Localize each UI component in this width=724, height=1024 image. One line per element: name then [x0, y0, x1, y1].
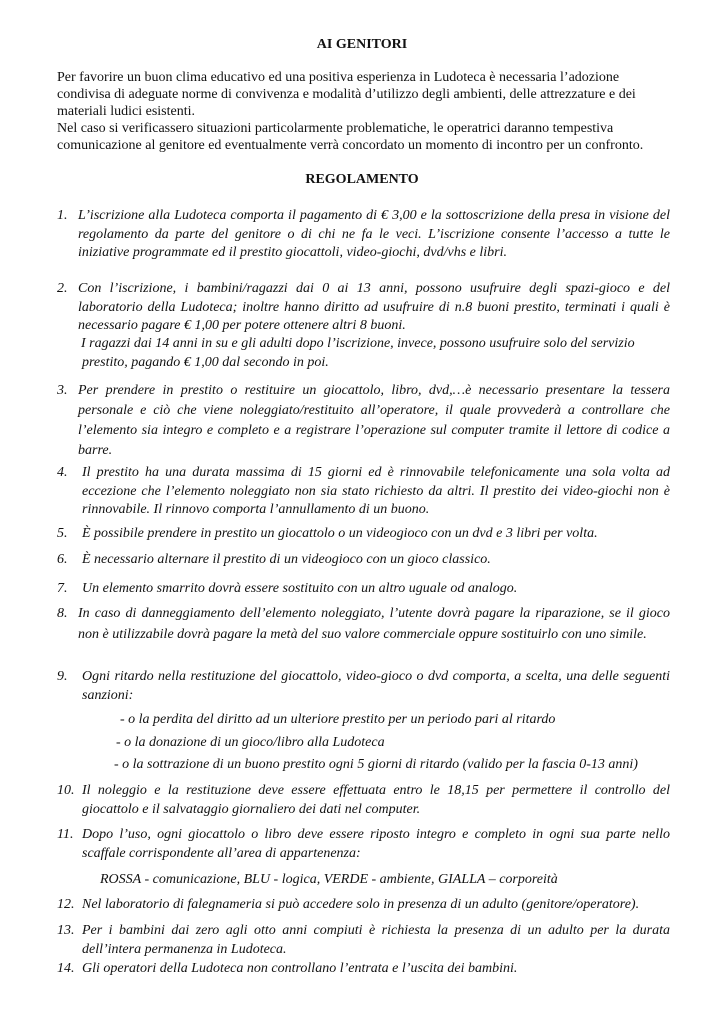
rule-number: 9. — [57, 669, 68, 684]
rule-number: 6. — [57, 552, 68, 567]
rule-number: 12. — [57, 897, 75, 912]
rule-text: Il prestito ha una durata massima di 15 giorni ed è rinnovabile telefonicamente una sola volta ad eccezione che l’elemento noleggiato non sia stato richiesto da altri. Il prestito dei video-giochi non è rinnovabile. Il rinnovo comporta l’annullamento di un buono. — [82, 465, 670, 517]
rule-number: 7. — [57, 581, 68, 596]
rule-number: 11. — [57, 827, 74, 842]
rule-text: È necessario alternare il prestito di un videogioco con un gioco classico. — [82, 552, 491, 567]
rule-text: L’iscrizione alla Ludoteca comporta il pagamento di € 3,00 e la sottoscrizione della presa in visione del regolamento da parte del genitore o di chi ne fa le veci. L’iscrizione consente l’accesso a tutte le iniziative programmate ed il prestito giocattoli, video-giochi, dvd/vhs e libri. — [78, 208, 670, 260]
heading-parents: AI GENITORI — [316, 37, 408, 52]
rule-text: Ogni ritardo nella restituzione del giocattolo, video-gioco o dvd comporta, a scelta, una delle seguenti sanzioni: — [82, 669, 670, 703]
areas-list: ROSSA - comunicazione, BLU - logica, VERDE - ambiente, GIALLA – corporeità — [100, 872, 558, 887]
sanction-3: - o la sottrazione di un buono prestito ogni 5 giorni di ritardo (valido per la fascia 0-13 anni) — [114, 757, 638, 772]
intro-paragraph-1: Per favorire un buon clima educativo ed una positiva esperienza in Ludoteca è necessaria l’adozione condivisa di adeguate norme di convivenza e modalità d’utilizzo degli ambienti, delle attrezzature e dei materiali ludici esistenti. — [57, 70, 636, 119]
rule-number: 1. — [57, 208, 68, 223]
rule-text: Il noleggio e la restituzione deve essere effettuata entro le 18,15 per permettere il controllo del giocattolo e il salvataggio giornaliero dei dati nel computer. — [82, 783, 670, 817]
rule-number: 2. — [57, 281, 68, 296]
rule-text: Nel laboratorio di falegnameria si può accedere solo in presenza di un adulto (genitore/operatore). — [82, 897, 640, 912]
rule-number: 13. — [57, 923, 75, 938]
rule-number: 8. — [57, 606, 68, 621]
rule-text: Con l’iscrizione, i bambini/ragazzi dai 0 ai 13 anni, possono usufruire degli spazi-gioco e del laboratorio della Ludoteca; inoltre hanno diritto ad usufruire di n.8 buoni prestito, terminati i quali è necessario pagare € 1,00 per potere ottenere altri 8 buoni. — [78, 281, 670, 333]
intro-paragraph-2: Nel caso si verificassero situazioni particolarmente problematiche, le operatrici daranno tempestiva comunicazione al genitore ed eventualmente verrà concordato un momento di incontro per un confronto. — [57, 121, 644, 153]
rule-text: Dopo l’uso, ogni giocattolo o libro deve essere riposto integro e completo in ogni sua parte nello scaffale corrispondente all’area di appartenenza: — [82, 827, 670, 861]
rule-number: 5. — [57, 526, 68, 541]
rule-text: Un elemento smarrito dovrà essere sostituito con un altro uguale od analogo. — [82, 581, 518, 596]
rule-number: 3. — [57, 383, 68, 398]
sanction-2: - o la donazione di un gioco/libro alla Ludoteca — [116, 735, 385, 750]
rule-number: 10. — [57, 783, 75, 798]
rule-number: 4. — [57, 465, 68, 480]
rule-text-continued: I ragazzi dai 14 anni in su e gli adulti dopo l’iscrizione, invece, possono usufruire solo del servizio prestito, pagando € 1,00 dal secondo in poi. — [81, 336, 635, 370]
rule-text: In caso di danneggiamento dell’elemento noleggiato, l’utente dovrà pagare la riparazione, se il gioco non è utilizzabile dovrà pagare la metà del suo valore commerciale oppure sostituirlo con uno simile. — [78, 606, 670, 642]
heading-rules: REGOLAMENTO — [305, 172, 419, 187]
intro-section — [57, 69, 672, 154]
rule-text: Per prendere in prestito o restituire un giocattolo, libro, dvd,…è necessario presentare la tessera personale e ciò che viene noleggiato/restituito all’operatore, il quale provvederà a controllare che l’elemento sia integro e completo e a registrare l’operazione sul computer tramite il lettore di codice a barre. — [78, 383, 670, 458]
rule-text: È possibile prendere in prestito un giocattolo o un videogioco con un dvd e 3 libri per volta. — [82, 526, 598, 541]
rule-number: 14. — [57, 961, 75, 976]
rule-text: Per i bambini dai zero agli otto anni compiuti è richiesta la presenza di un adulto per la durata dell’intera permanenza in Ludoteca. — [82, 923, 670, 957]
sanction-1: - o la perdita del diritto ad un ulteriore prestito per un periodo pari al ritardo — [120, 712, 556, 727]
rule-text: Gli operatori della Ludoteca non controllano l’entrata e l’uscita dei bambini. — [82, 961, 518, 976]
